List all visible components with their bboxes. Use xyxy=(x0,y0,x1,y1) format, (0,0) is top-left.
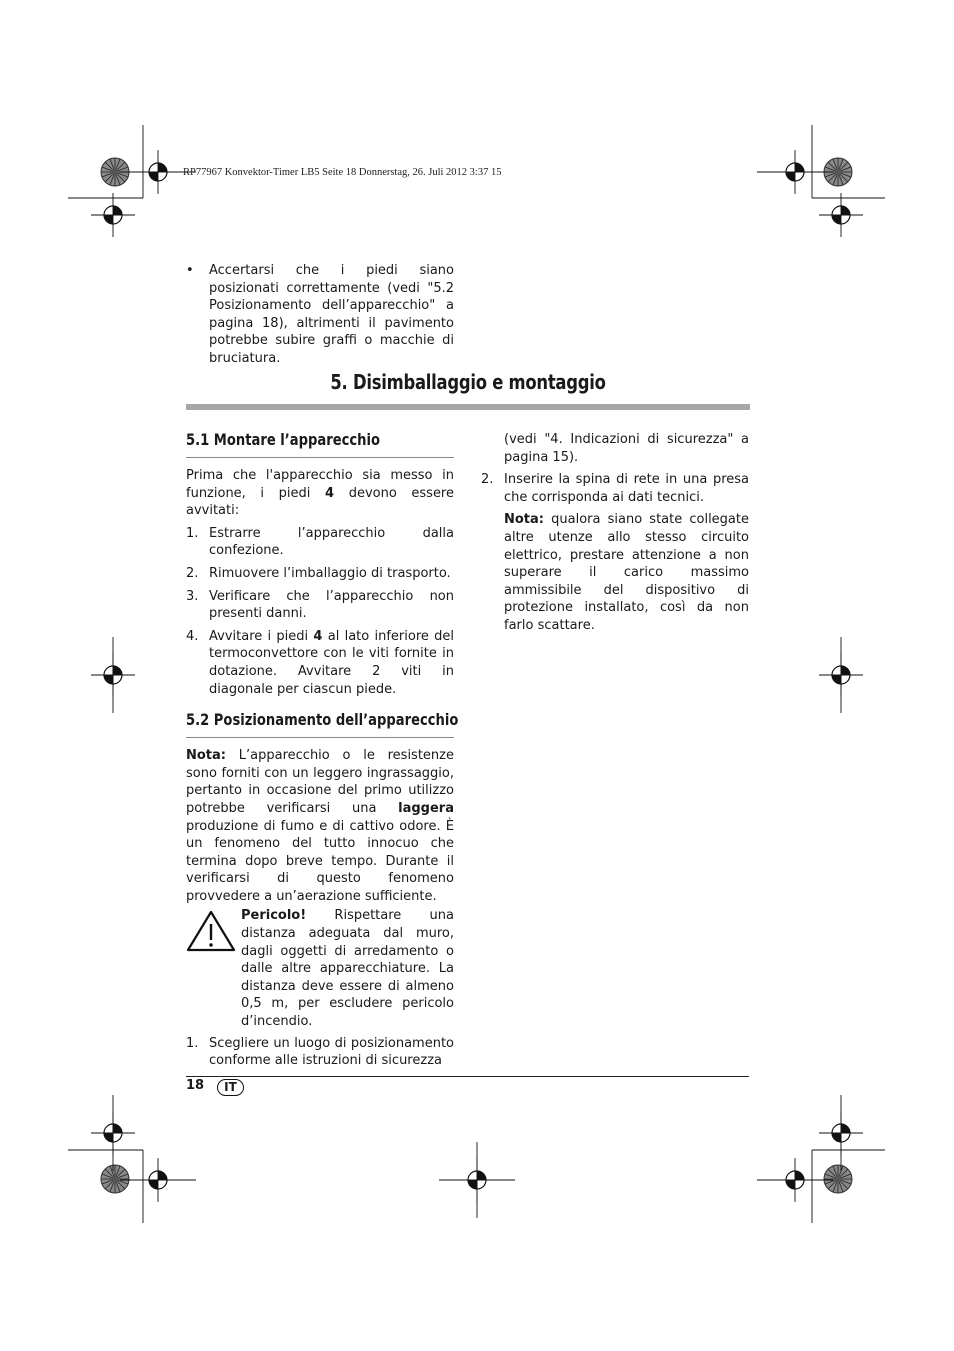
danger-text xyxy=(241,907,454,1030)
chapter-rule xyxy=(186,404,750,410)
note-label: Nota: xyxy=(186,748,226,764)
note-2-label: Nota: xyxy=(504,512,544,528)
section-5-1-intro xyxy=(186,467,454,520)
step-1 xyxy=(186,525,454,560)
language-code: IT xyxy=(224,1080,237,1094)
step-text: Verificare che l’apparecchio non presenti danni. xyxy=(209,588,454,622)
danger-block xyxy=(186,907,454,1030)
print-slug: RP77967 Konvektor-Timer LB5 Seite 18 Donnerstag, 26. Juli 2012 3:37 15 xyxy=(183,167,502,178)
step-number: 4. xyxy=(186,628,199,644)
chapter-heading xyxy=(186,370,750,394)
danger-body: Rispettare una distanza adeguata dal muro, dagli oggetti di arredamento o dalle altre apparecchiature. La distanza deve essere di almeno 0,5 m, per escludere pericolo d’incendio. xyxy=(241,908,454,1030)
top-bullet-text: Accertarsi che i piedi siano posizionati correttamente (vedi "5.2 Posizionamento dell’apparecchio" a pagina 18), altrimenti il pavimento potrebbe subire graffi o macchie di bruciatura. xyxy=(209,263,454,366)
step-4 xyxy=(186,628,454,698)
placement-step-1 xyxy=(186,1035,454,1070)
step-number: 2. xyxy=(481,472,494,488)
step-text-a: Avvitare i piedi xyxy=(209,628,309,644)
step-text: Inserire la spina di rete in una presa che corrisponda ai dati tecnici. xyxy=(504,472,749,505)
step-text: Estrarre l’apparecchio dalla confezione. xyxy=(209,525,454,559)
note-text-a: L’apparecchio o le resistenze sono forniti con un leggero ingrassaggio, pertanto in occasione del primo utilizzo potrebbe verificarsi una xyxy=(186,748,454,816)
step-number: 1. xyxy=(186,1035,199,1051)
top-bullet xyxy=(186,262,454,368)
section-5-2-rule xyxy=(186,737,454,738)
note-text-b: produzione di fumo e di cattivo odore. È un fenomeno del tutto innocuo che termina dopo breve tempo. Durante il verificarsi di questo fenomeno provvedere a un’aerazione sufficiente. xyxy=(186,818,454,904)
danger-label: Pericolo! xyxy=(241,908,307,924)
page-number: 18 xyxy=(186,1078,205,1093)
note-2-text: qualora siano state collegate altre utenze allo stesso circuito elettrico, prestare attenzione a non superare il carico massimo ammissibile del dispositivo di protezione installato, così da non farlo scattare. xyxy=(504,512,749,633)
warning-triangle-icon xyxy=(186,910,236,952)
bullet-dot: • xyxy=(186,263,194,278)
section-5-2-title: 5.2 Posizionamento dell’apparecchio xyxy=(186,710,459,730)
chapter-title: 5. Disimballaggio e montaggio xyxy=(330,370,606,394)
step-number: 1. xyxy=(186,525,199,541)
placement-step-1-continued: (vedi "4. Indicazioni di sicurezza" a pagina 15). xyxy=(504,432,749,465)
intro-part-number: 4 xyxy=(325,485,335,501)
step-text-b: al lato inferiore del termoconvettore con le viti fornite in dotazione. Avvitare 2 viti in diagonale per ciascun piede. xyxy=(209,628,455,697)
intro-text-b: devono essere avvitati: xyxy=(186,485,454,519)
right-column xyxy=(481,431,749,635)
section-5-1-rule xyxy=(186,457,454,458)
placement-step-2 xyxy=(481,471,749,506)
step-text: Scegliere un luogo di posizionamento conforme alle istruzioni di sicurezza xyxy=(209,1035,454,1069)
step-part-number: 4 xyxy=(313,628,323,644)
step-number: 3. xyxy=(186,588,199,604)
step-number: 2. xyxy=(186,565,199,581)
language-badge xyxy=(217,1079,244,1096)
note-paragraph xyxy=(186,747,454,905)
step-3 xyxy=(186,588,454,623)
intro-text-a: Prima che l'apparecchio sia messo in funzione, i piedi xyxy=(186,468,454,501)
footer-rule xyxy=(186,1076,749,1077)
note-2 xyxy=(481,511,749,634)
note-bold-word: laggera xyxy=(398,800,454,816)
section-5-1-title: 5.1 Montare l’apparecchio xyxy=(186,430,381,449)
step-text: Rimuovere l’imballaggio di trasporto. xyxy=(209,565,451,581)
step-2 xyxy=(186,565,454,583)
left-column xyxy=(186,430,459,1070)
